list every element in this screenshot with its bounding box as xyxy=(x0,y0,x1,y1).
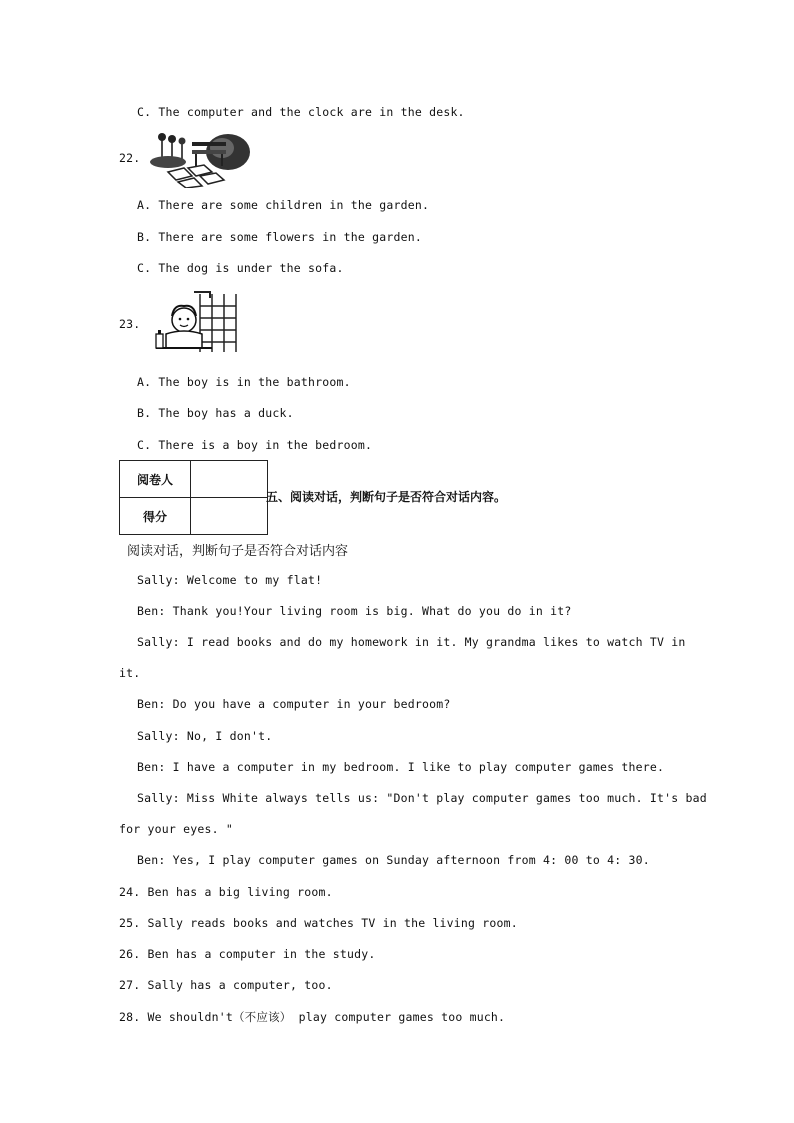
reviewer-label: 阅卷人 xyxy=(120,461,191,498)
statement-28: 28. We shouldn't（不应该） play computer games too much. xyxy=(119,1010,506,1024)
dialogue-line: for your eyes. " xyxy=(119,822,233,836)
dialogue-line: Ben: Thank you!Your living room is big. What do you do in it? xyxy=(137,604,572,618)
section-title: 五、阅读对话，判断句子是否符合对话内容。 xyxy=(266,490,507,504)
statement-25: 25. Sally reads books and watches TV in the living room. xyxy=(119,916,518,930)
q22-option-a: A. There are some children in the garden. xyxy=(137,198,430,212)
q22-option-b: B. There are some flowers in the garden. xyxy=(137,230,422,244)
score-cell xyxy=(191,498,268,535)
garden-picture xyxy=(148,128,252,188)
q23-option-a: A. The boy is in the bathroom. xyxy=(137,375,351,389)
statement-24: 24. Ben has a big living room. xyxy=(119,885,333,899)
section-instruction: 阅读对话，判断句子是否符合对话内容 xyxy=(127,544,349,559)
dialogue-line: Ben: Yes, I play computer games on Sunday afternoon from 4: 00 to 4: 30. xyxy=(137,853,650,867)
score-label: 得分 xyxy=(120,498,191,535)
dialogue-line: Sally: Welcome to my flat! xyxy=(137,573,323,587)
dialogue-line: Sally: Miss White always tells us: "Don't play computer games too much. It's bad xyxy=(137,791,707,805)
bathroom-picture xyxy=(150,290,238,356)
reviewer-cell xyxy=(191,461,268,498)
dialogue-line: Ben: Do you have a computer in your bedroom? xyxy=(137,697,451,711)
q23-option-b: B. The boy has a duck. xyxy=(137,406,294,420)
statement-26: 26. Ben has a computer in the study. xyxy=(119,947,376,961)
dialogue-line: Sally: I read books and do my homework in it. My grandma likes to watch TV in xyxy=(137,635,686,649)
dialogue-line: it. xyxy=(119,666,141,680)
q23-option-c: C. There is a boy in the bedroom. xyxy=(137,438,373,452)
q22-number: 22. xyxy=(119,151,141,165)
statement-27: 27. Sally has a computer, too. xyxy=(119,978,333,992)
dialogue-line: Ben: I have a computer in my bedroom. I like to play computer games there. xyxy=(137,760,665,774)
dialogue-line: Sally: No, I don't. xyxy=(137,729,273,743)
q22-option-c: C. The dog is under the sofa. xyxy=(137,261,344,275)
score-table xyxy=(119,460,268,535)
q23-number: 23. xyxy=(119,317,141,331)
q21-option-c: C. The computer and the clock are in the desk. xyxy=(137,105,465,119)
